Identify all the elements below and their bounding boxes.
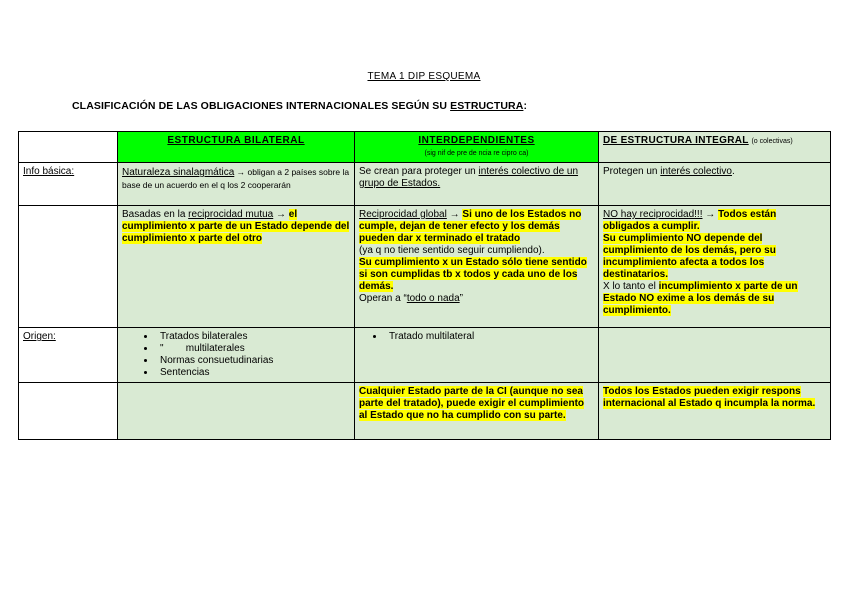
origin-bilateral-list xyxy=(122,331,350,379)
classification-table xyxy=(18,131,831,440)
list-item: • Tratados bilaterales xyxy=(156,331,350,343)
claims-bilateral xyxy=(118,383,355,440)
reciprocity-interdependientes xyxy=(355,206,599,328)
recip-inter-op-pre: Operan a “ xyxy=(359,293,407,304)
claims-inter-text: Cualquier Estado parte de la CI (aunque no sea parte del tratado), puede exigir el cumplimiento al Estado que no ha cumplido con su parte. xyxy=(359,386,585,421)
header-interdependientes-text: INTERDEPENDIENTES xyxy=(418,135,535,146)
recip-integral-underlined: NO hay reciprocidad!!! xyxy=(603,209,703,220)
claims-integral-text: Todos los Estados pueden exigir respons internacional al Estado q incumpla la norma. xyxy=(603,386,816,409)
recip-inter-op-post: ” xyxy=(459,293,463,304)
recip-inter-paren: (ya q no tiene sentido seguir cumpliendo). xyxy=(359,245,545,256)
list-item: • Sentencias xyxy=(156,367,350,379)
origin-bilateral xyxy=(118,328,355,383)
recip-bilateral-pre: Basadas en la xyxy=(122,209,189,220)
recip-inter-op-underlined: todo o nada xyxy=(406,293,460,304)
claims-label-cell xyxy=(19,383,118,440)
recip-inter-bold1: Si uno de los Estados no cumple, dejan de tener efecto y los demás pueden dar x terminado el tratado xyxy=(359,209,582,244)
claims-integral xyxy=(599,383,831,440)
recip-inter-bold2: Su cumplimiento x un Estado sólo tiene sentido si son cumplidas tb x todos y cada uno de los demás. xyxy=(359,257,587,292)
recip-bilateral-arrow: → xyxy=(273,209,289,220)
info-inter-pre: Se crean para proteger un xyxy=(359,166,479,177)
reciprocity-integral xyxy=(599,206,831,328)
header-interdependientes-sub: (sig nif de pre de ncia re cipro ca) xyxy=(424,150,529,157)
heading-underlined: ESTRUCTURA xyxy=(450,100,524,112)
list-item: • Tratado multilateral xyxy=(385,331,594,343)
info-label: Info básica: xyxy=(23,166,75,177)
origin-row xyxy=(19,328,831,383)
header-integral xyxy=(599,132,831,163)
header-interdependientes xyxy=(355,132,599,163)
header-bilateral xyxy=(118,132,355,163)
section-heading xyxy=(72,100,527,112)
header-bilateral-text: ESTRUCTURA BILATERAL xyxy=(167,135,305,146)
origin-inter-list xyxy=(359,331,594,343)
header-integral-text: DE ESTRUCTURA INTEGRAL xyxy=(603,135,749,146)
corner-cell xyxy=(19,132,118,163)
info-label-cell xyxy=(19,163,118,206)
recip-integral-bold1: Todos están obligados a cumplir. xyxy=(603,209,777,232)
recip-bilateral-bold: el cumplimiento x parte de un Estado depende del cumplimiento x parte del otro xyxy=(122,209,350,244)
header-integral-sub: (o colectivas) xyxy=(751,138,793,145)
origin-label-cell xyxy=(19,328,118,383)
recip-integral-arrow: → xyxy=(702,209,719,220)
reciprocity-row xyxy=(19,206,831,328)
reciprocity-bilateral xyxy=(118,206,355,328)
reciprocity-label-cell xyxy=(19,206,118,328)
origin-integral xyxy=(599,328,831,383)
origin-label: Origen: xyxy=(23,331,56,342)
info-interdependientes xyxy=(355,163,599,206)
recip-bilateral-underlined: reciprocidad mutua xyxy=(188,209,274,220)
info-bilateral-text: → obligan a 2 países sobre la base de un acuerdo en el q los 2 cooperarán xyxy=(122,167,350,190)
origin-interdependientes xyxy=(355,328,599,383)
heading-main: CLASIFICACIÓN DE LAS OBLIGACIONES INTERNACIONALES SEGÚN SU xyxy=(72,100,451,112)
claims-row xyxy=(19,383,831,440)
list-item: • Normas consuetudinarias xyxy=(156,355,350,367)
recip-integral-plain: X lo tanto el xyxy=(603,281,659,292)
list-item: • " multilaterales xyxy=(156,343,350,355)
heading-end: : xyxy=(523,100,528,112)
recip-integral-bold2: Su cumplimiento NO depende del cumplimiento de los demás, pero su incumplimiento afecta a todos los destinatarios. xyxy=(603,233,776,280)
document-title: TEMA 1 DIP ESQUEMA xyxy=(367,71,481,82)
info-integral xyxy=(599,163,831,206)
header-row xyxy=(19,132,831,163)
info-integral-underlined: interés colectivo xyxy=(660,166,732,177)
info-bilateral-underlined: Naturaleza sinalagmática xyxy=(122,167,235,178)
info-bilateral xyxy=(118,163,355,206)
recip-integral-bold3: incumplimiento x parte de un Estado NO exime a los demás de su cumplimiento. xyxy=(603,281,798,316)
info-integral-post: . xyxy=(731,166,735,177)
recip-inter-underlined: Reciprocidad global xyxy=(359,209,447,220)
info-inter-underlined: interés colectivo de un grupo de Estados. xyxy=(359,166,579,189)
info-integral-pre: Protegen un xyxy=(603,166,661,177)
recip-inter-arrow: → xyxy=(446,209,463,220)
info-row xyxy=(19,163,831,206)
claims-interdependientes xyxy=(355,383,599,440)
